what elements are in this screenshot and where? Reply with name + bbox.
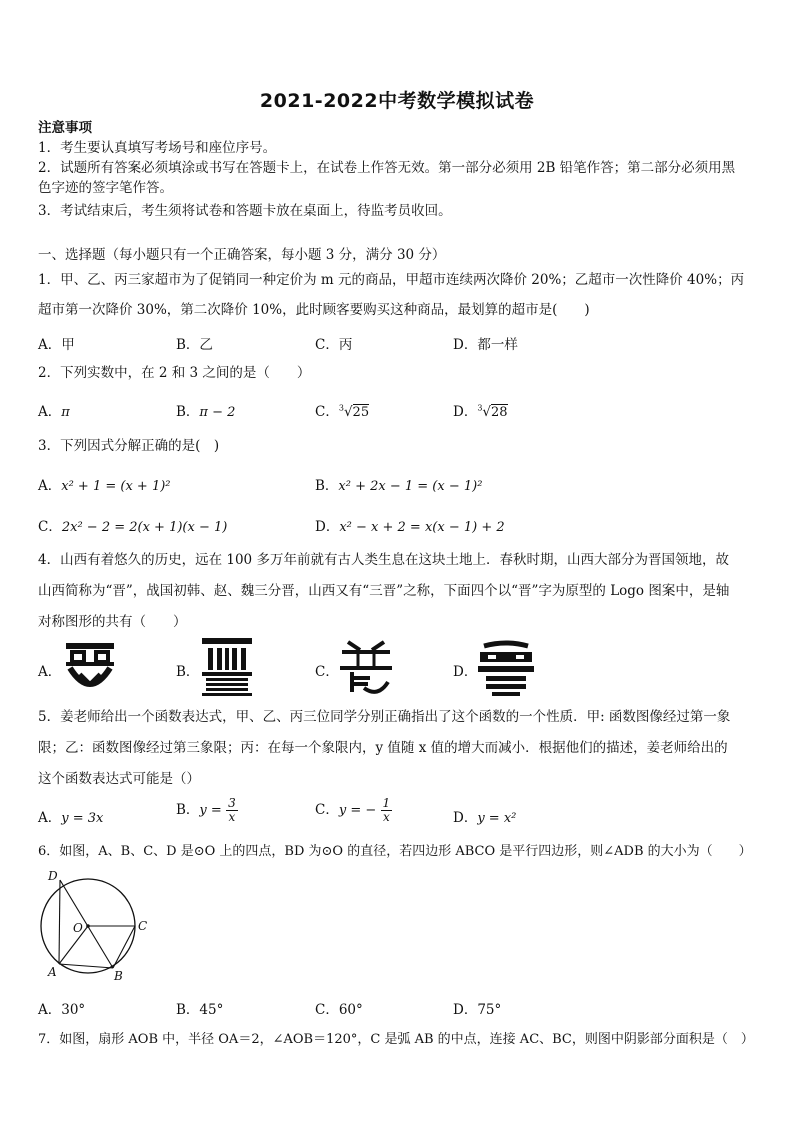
option-d — [453, 400, 508, 420]
option-d — [315, 515, 505, 535]
option-a: A．30° — [38, 1002, 86, 1018]
label-a: A — [48, 965, 57, 979]
option-d: D．75° — [453, 1002, 502, 1018]
question-6-stem: 6．如图，A、B、C、D 是⊙O 上的四点，BD 为⊙O 的直径，若四边形 ABCO 是平行四边形，则∠ADB 的大小为（ ） — [38, 844, 752, 859]
notice-heading: 注意事项 — [38, 120, 92, 136]
option-a-expr: π — [61, 405, 70, 420]
option-label: A． — [38, 478, 62, 494]
option-a-expr: y = 3x — [61, 811, 104, 826]
diameter-bd — [60, 880, 113, 968]
option-c: C．60° — [315, 1002, 363, 1018]
option-label: C． — [315, 404, 339, 420]
option-c — [315, 797, 392, 824]
question-2-stem: 2．下列实数中，在 2 和 3 之间的是（ ） — [38, 365, 311, 381]
question-5-line: 限；乙：函数图像经过第三象限；丙：在每一个象限内，y 值随 x 值的增大而减小．根据他们的描述，姜老师给出的 — [38, 740, 728, 756]
label-d: D — [48, 869, 58, 883]
option-label: B． — [315, 478, 339, 494]
numerator: 3 — [228, 796, 236, 810]
radicand: 28 — [491, 405, 508, 420]
option-c — [38, 515, 227, 535]
option-c: C．丙 — [315, 337, 353, 353]
radical-index: 3 — [477, 403, 483, 413]
option-c — [315, 400, 369, 420]
question-1-line: 1．甲、乙、丙三家超市为了促销同一种定价为 m 元的商品，甲超市连续两次降价 20%；乙超市一次性降价 40%；丙 — [38, 272, 745, 288]
option-b — [315, 474, 482, 494]
radical-sign: √ — [343, 404, 353, 420]
option-b: B．乙 — [176, 337, 213, 353]
option-b-label: B． — [176, 664, 200, 680]
denominator: x — [228, 810, 236, 824]
segment-bc — [113, 926, 135, 968]
option-d-expr: y = x² — [477, 811, 517, 826]
option-label: A． — [38, 404, 62, 420]
option-b: B．45° — [176, 1002, 224, 1018]
notice-item: 2．试题所有答案必须填涂或书写在答题卡上，在试卷上作答无效。第一部分必须用 2B 铅笔作答；第二部分必须用黑 — [38, 160, 736, 176]
option-label: D． — [315, 519, 340, 535]
radical-sign: √ — [482, 404, 492, 420]
option-b — [176, 400, 235, 420]
question-5-line: 5．姜老师给出一个函数表达式，甲、乙、丙三位同学分别正确指出了这个函数的一个性质．甲: 函数图像经过第一象 — [38, 709, 731, 725]
option-b-expr: π − 2 — [199, 405, 236, 420]
notice-item: 1．考生要认真填写考场号和座位序号。 — [38, 140, 277, 156]
option-a — [38, 474, 171, 494]
option-a-label: A． — [38, 664, 62, 680]
fraction — [226, 797, 238, 824]
question-4-line: 山西简称为“晋”，战国初韩、赵、魏三分晋，山西又有“三晋”之称，下面四个以“晋”字为原型的 Logo 图案中，是轴 — [38, 583, 730, 599]
notice-item: 3．考试结束后，考生须将试卷和答题卡放在桌面上，待监考员收回。 — [38, 203, 452, 219]
jin-logo-d — [478, 640, 534, 696]
denominator: x — [382, 810, 390, 824]
circle-figure — [36, 866, 156, 984]
option-label: D． — [453, 810, 478, 826]
label-o: O — [73, 921, 83, 935]
jin-logo-b — [202, 638, 252, 696]
option-label: A． — [38, 810, 62, 826]
radical-index: 3 — [338, 403, 344, 413]
question-5-line: 这个函数表达式可能是（） — [38, 771, 200, 787]
label-b: B — [114, 969, 123, 983]
option-b-expr: x² + 2x − 1 = (x − 1)² — [338, 479, 483, 494]
option-c-lhs: y = − — [338, 803, 377, 818]
jin-logo-a — [62, 640, 118, 696]
option-label: B． — [176, 802, 200, 818]
option-d-label: D． — [453, 664, 478, 680]
option-a — [38, 400, 70, 420]
option-a — [38, 806, 103, 826]
notice-item: 色字迹的签字笔作答。 — [38, 180, 173, 196]
option-label: C． — [38, 519, 62, 535]
radicand: 25 — [352, 405, 370, 420]
option-b-lhs: y = — [199, 803, 222, 818]
page-title: 2021-2022中考数学模拟试卷 — [259, 90, 535, 112]
option-d-expr: x² − x + 2 = x(x − 1) + 2 — [339, 520, 505, 535]
option-d: D．都一样 — [453, 337, 518, 353]
label-c: C — [138, 919, 148, 933]
option-c-label: C． — [315, 664, 339, 680]
question-4-line: 4．山西有着悠久的历史，远在 100 多万年前就有古人类生息在这块土地上．春秋时期，山西大部分为晋国领地，故 — [38, 552, 729, 568]
segment-da — [59, 880, 60, 964]
fraction — [381, 797, 393, 824]
option-a: A．甲 — [38, 337, 75, 353]
question-4-line: 对称图形的共有（ ） — [38, 614, 187, 630]
section-heading: 一、选择题（每小题只有一个正确答案，每小题 3 分，满分 30 分） — [38, 247, 446, 263]
option-c-expr: 2x² − 2 = 2(x + 1)(x − 1) — [61, 520, 228, 535]
option-d — [453, 806, 516, 826]
question-3-stem: 3．下列因式分解正确的是( ) — [38, 438, 220, 454]
question-7-stem: 7．如图，扇形 AOB 中，半径 OA＝2，∠AOB＝120°，C 是弧 AB 的中点，连接 AC、BC，则图中阴影部分面积是（ ） — [38, 1032, 754, 1047]
numerator: 1 — [382, 796, 391, 810]
option-b — [176, 797, 238, 824]
option-a-expr: x² + 1 = (x + 1)² — [61, 479, 171, 494]
jin-logo-c — [338, 638, 394, 696]
option-label: B． — [176, 404, 200, 420]
center-point — [86, 924, 90, 928]
option-label: C． — [315, 802, 339, 818]
option-label: D． — [453, 404, 478, 420]
question-1-line: 超市第一次降价 30%，第二次降价 10%，此时顾客要购买这种商品，最划算的超市是( ) — [38, 302, 590, 318]
